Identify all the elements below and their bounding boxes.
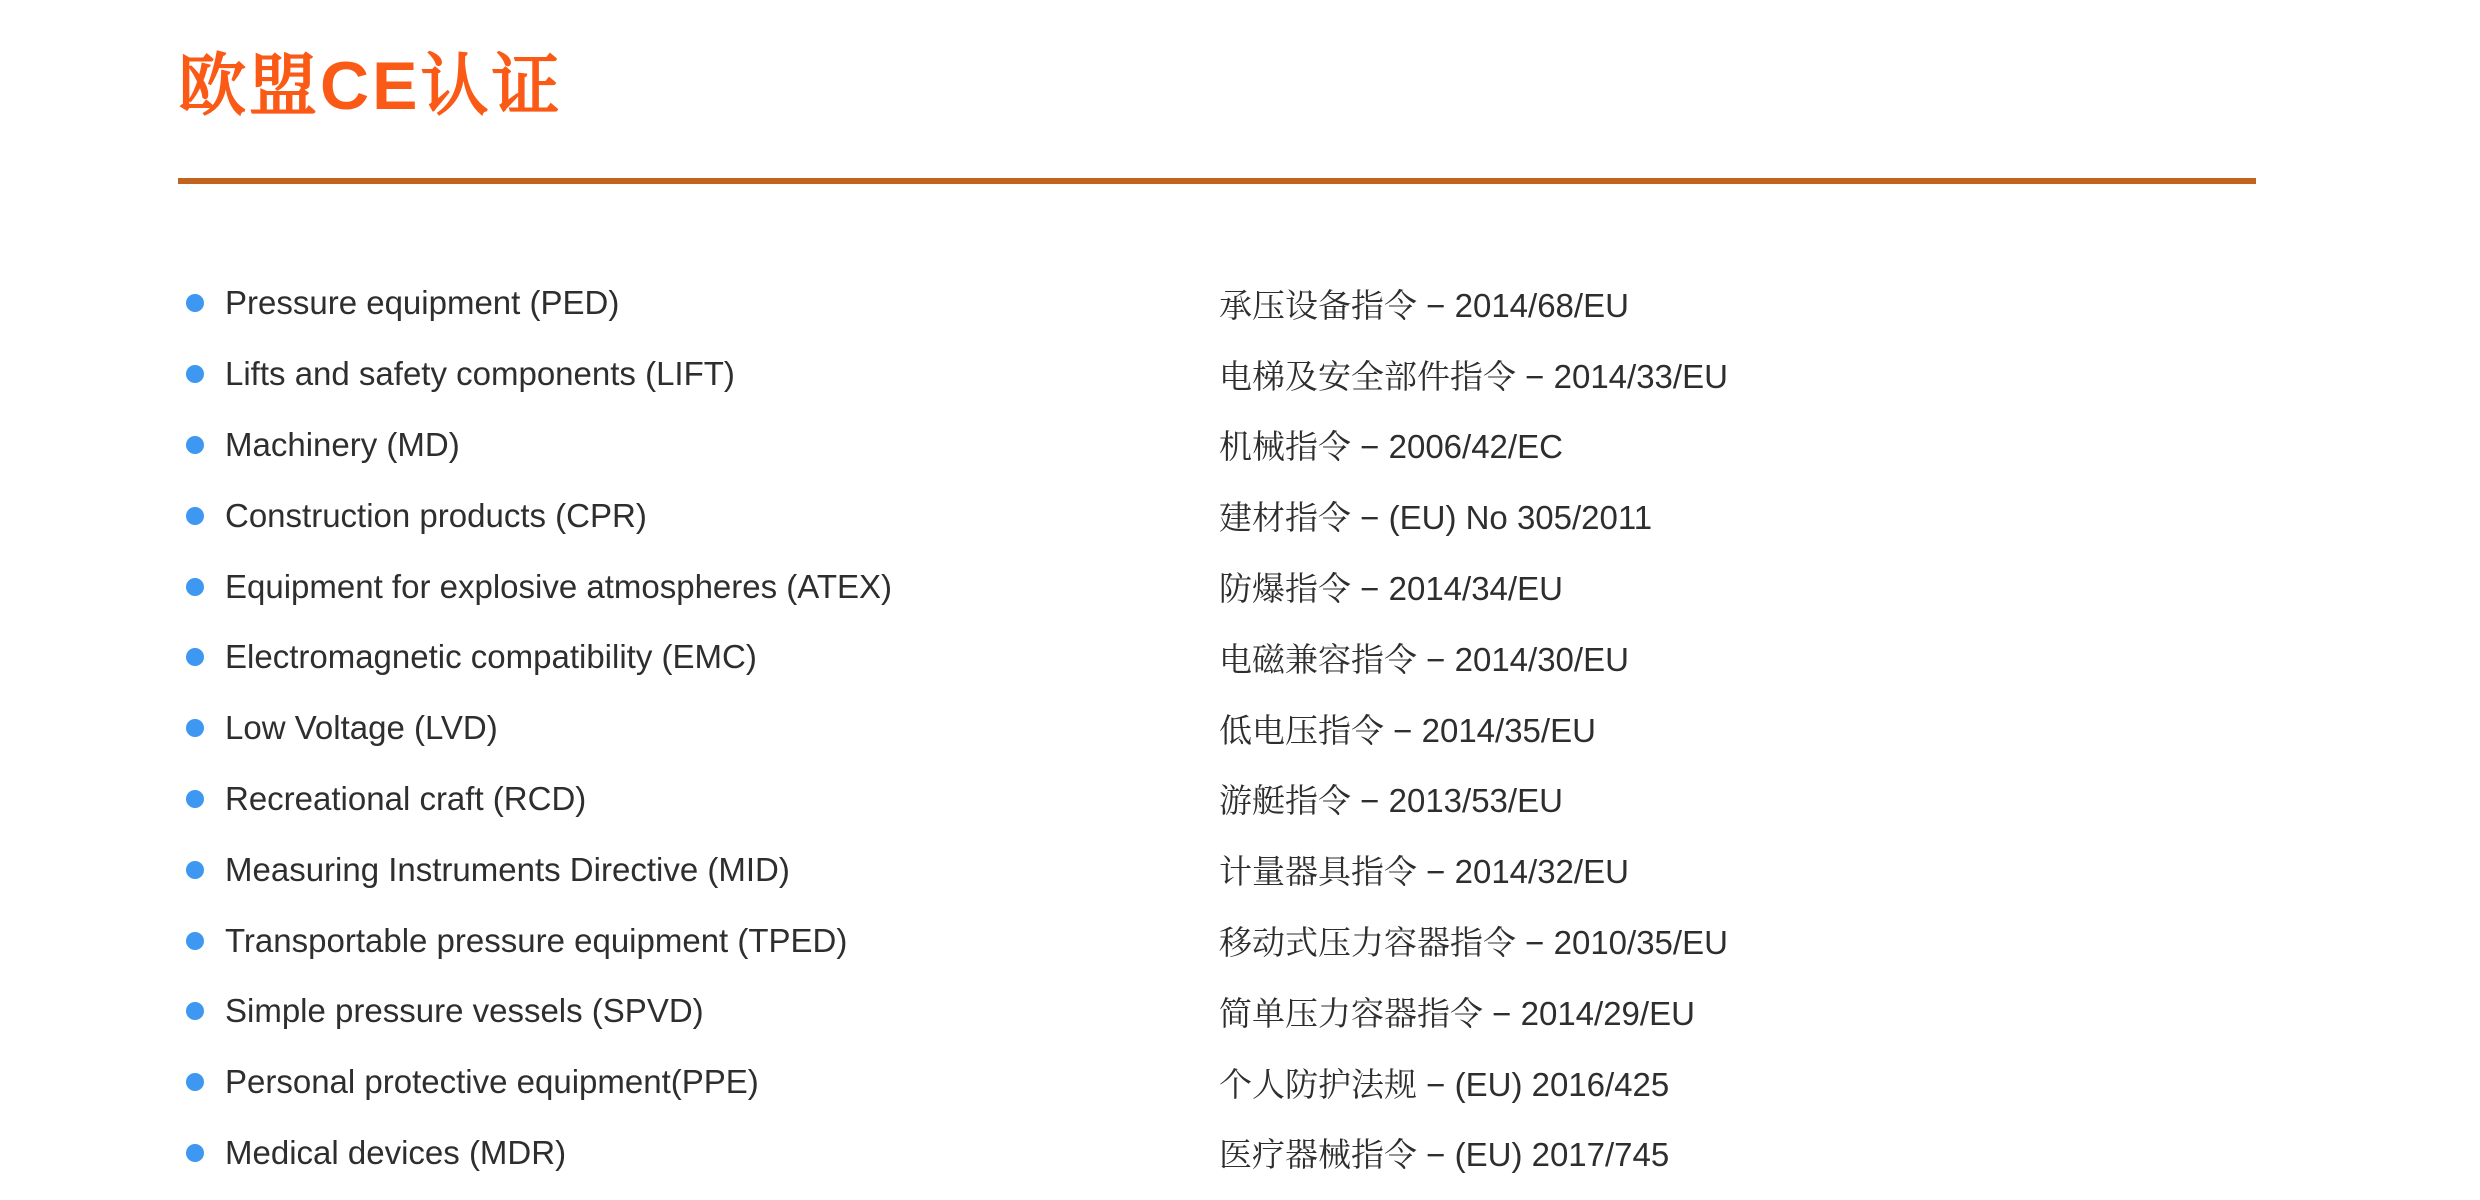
directive-zh-label: 计量器具指令 − 2014/32/EU (1219, 853, 1629, 891)
directive-en-label: Equipment for explosive atmospheres (ATEX) (225, 567, 893, 605)
directive-zh-label: 个人防护法规 − (EU) 2016/425 (1219, 1065, 1670, 1103)
directive-row (186, 480, 2480, 551)
directive-en-label: Machinery (MD) (225, 425, 460, 463)
directive-row (186, 905, 2480, 976)
directive-zh-label: 电梯及安全部件指令 − 2014/33/EU (1219, 357, 1728, 395)
directive-zh-label: 建材指令 − (EU) No 305/2011 (1219, 499, 1653, 537)
directive-zh-label: 医疗器械指令 − (EU) 2017/745 (1219, 1136, 1670, 1174)
bullet-icon (186, 365, 204, 383)
bullet-icon (186, 578, 204, 596)
bullet-icon (186, 648, 204, 666)
directive-row (186, 622, 2480, 693)
directive-zh-label: 电磁兼容指令 − 2014/30/EU (1219, 640, 1629, 678)
directive-row (186, 551, 2480, 622)
bullet-icon (186, 507, 204, 525)
directive-en-label: Electromagnetic compatibility (EMC) (225, 638, 757, 676)
directive-en-label: Recreational craft (RCD) (225, 779, 587, 817)
directive-row (186, 834, 2480, 905)
directive-en-label: Measuring Instruments Directive (MID) (225, 850, 790, 888)
directive-en-label: Personal protective equipment(PPE) (225, 1063, 759, 1101)
title-divider (178, 178, 2256, 184)
directive-en-label: Low Voltage (LVD) (225, 709, 498, 747)
directive-row (186, 1118, 2480, 1189)
directive-row (186, 764, 2480, 835)
directive-row (186, 976, 2480, 1047)
directive-zh-label: 防爆指令 − 2014/34/EU (1219, 570, 1563, 608)
directive-en-label: Transportable pressure equipment (TPED) (225, 921, 848, 959)
page-title: 欧盟CE认证 (178, 48, 563, 124)
directive-en-label: Simple pressure vessels (SPVD) (225, 992, 704, 1030)
directive-list (186, 268, 2480, 1188)
bullet-icon (186, 436, 204, 454)
bullet-icon (186, 1144, 204, 1162)
directive-zh-label: 简单压力容器指令 − 2014/29/EU (1219, 994, 1695, 1032)
directive-zh-label: 低电压指令 − 2014/35/EU (1219, 711, 1596, 749)
bullet-icon (186, 1002, 204, 1020)
directive-en-label: Construction products (CPR) (225, 496, 647, 534)
directive-en-label: Pressure equipment (PED) (225, 284, 620, 322)
bullet-icon (186, 790, 204, 808)
bullet-icon (186, 1073, 204, 1091)
bullet-icon (186, 861, 204, 879)
directive-row (186, 268, 2480, 339)
directive-en-label: Lifts and safety components (LIFT) (225, 355, 735, 393)
directive-row (186, 1047, 2480, 1118)
directive-zh-label: 机械指令 − 2006/42/EC (1219, 428, 1563, 466)
directive-row (186, 693, 2480, 764)
directive-en-label: Medical devices (MDR) (225, 1133, 567, 1171)
directive-row (186, 410, 2480, 481)
bullet-icon (186, 719, 204, 737)
bullet-icon (186, 932, 204, 950)
directive-zh-label: 移动式压力容器指令 − 2010/35/EU (1219, 924, 1728, 962)
directive-zh-label: 承压设备指令 − 2014/68/EU (1219, 286, 1629, 324)
directive-row (186, 339, 2480, 410)
bullet-icon (186, 294, 204, 312)
directive-zh-label: 游艇指令 − 2013/53/EU (1219, 782, 1563, 820)
